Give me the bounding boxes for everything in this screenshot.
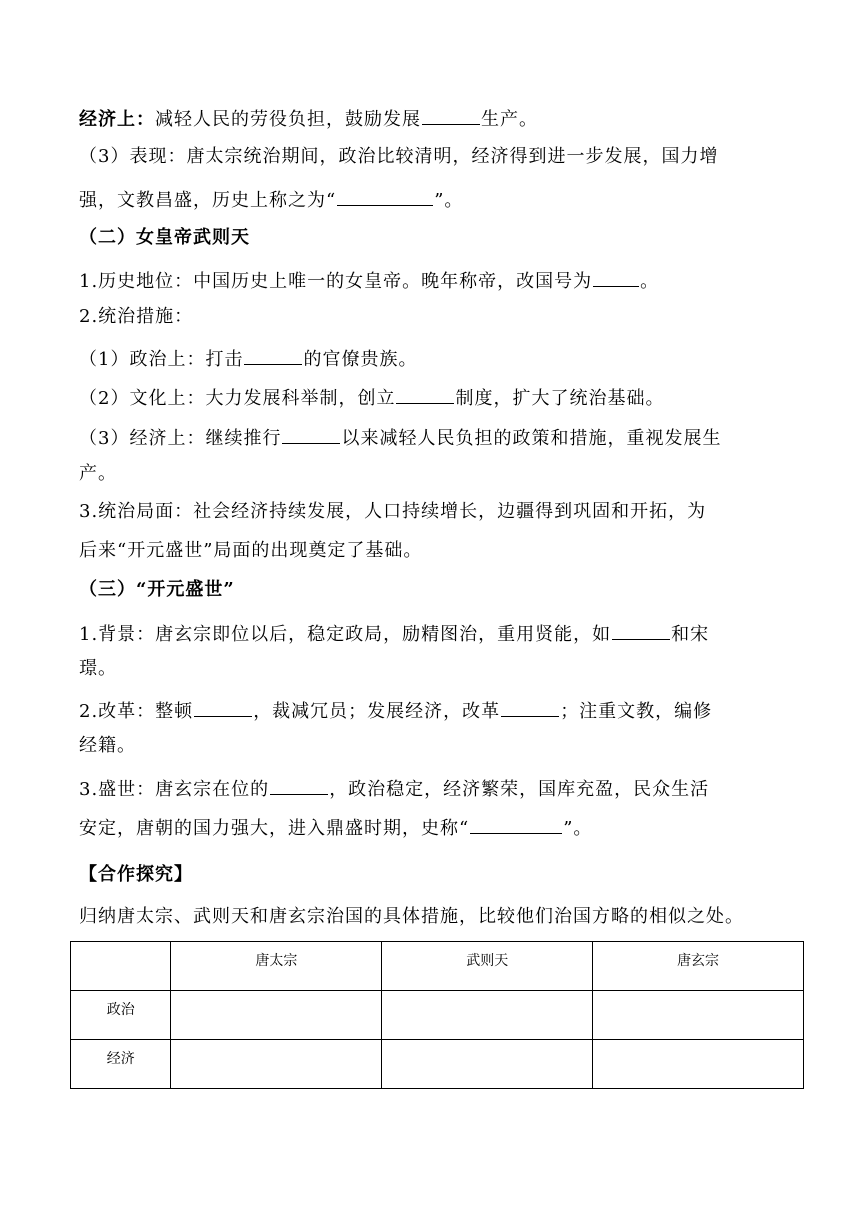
line-economy: （3）经济上：继续推行 以来减轻人民负担的政策和措施，重视发展生 bbox=[79, 423, 721, 451]
line-rule-situation-cont: 后来“开元盛世”局面的出现奠定了基础。 bbox=[79, 540, 423, 561]
line-politics: （1）政治上：打击 的官僚贵族。 bbox=[79, 344, 417, 372]
line-prosperity: 3.盛世：唐玄宗在位的 ，政治稳定，经济繁荣，国库充盈，民众生活 bbox=[79, 774, 709, 802]
line-performance: （3）表现：唐太宗统治期间，政治比较清明，经济得到进一步发展，国力增 bbox=[79, 146, 719, 167]
table-header-cell bbox=[71, 942, 171, 991]
fill-blank[interactable] bbox=[282, 423, 340, 444]
answer-cell[interactable] bbox=[382, 991, 593, 1040]
section-heading-wuzetian: （二）女皇帝武则天 bbox=[79, 227, 250, 248]
fill-blank[interactable] bbox=[593, 266, 639, 287]
table-header-row bbox=[71, 942, 804, 991]
table-row bbox=[71, 1040, 804, 1089]
line-economy-measure: 经济上：减轻人民的劳役负担，鼓励发展 生产。 bbox=[79, 104, 538, 132]
line-economy-cont: 产。 bbox=[79, 463, 117, 484]
line-performance-cont: 强，文教昌盛，历史上称之为“ ”。 bbox=[79, 185, 463, 213]
fill-blank[interactable] bbox=[270, 774, 328, 795]
answer-cell[interactable] bbox=[171, 991, 382, 1040]
comparison-table bbox=[70, 941, 804, 1089]
fill-blank[interactable] bbox=[612, 619, 670, 640]
answer-cell[interactable] bbox=[171, 1040, 382, 1089]
fill-blank[interactable] bbox=[470, 813, 562, 834]
line-rule-situation: 3.统治局面：社会经济持续发展，人口持续增长，边疆得到巩固和开拓，为 bbox=[79, 501, 707, 522]
fill-blank[interactable] bbox=[422, 104, 480, 125]
line-rule-measures: 2.统治措施： bbox=[79, 306, 194, 327]
line-background-cont: 璟。 bbox=[79, 658, 117, 679]
answer-cell[interactable] bbox=[593, 1040, 804, 1089]
row-label: 经济 bbox=[71, 1040, 171, 1089]
line-reform-cont: 经籍。 bbox=[79, 735, 136, 756]
row-label: 政治 bbox=[71, 991, 171, 1040]
fill-blank[interactable] bbox=[194, 696, 252, 717]
fill-blank[interactable] bbox=[396, 383, 454, 404]
table-header-cell: 武则天 bbox=[382, 942, 593, 991]
table-header-cell: 唐玄宗 bbox=[593, 942, 804, 991]
line-prosperity-cont: 安定，唐朝的国力强大，进入鼎盛时期，史称“ ”。 bbox=[79, 813, 592, 841]
fill-blank[interactable] bbox=[501, 696, 559, 717]
fill-blank[interactable] bbox=[337, 185, 433, 206]
table-header-cell: 唐太宗 bbox=[171, 942, 382, 991]
section-heading-cooperative: 【合作探究】 bbox=[79, 864, 193, 885]
fill-blank[interactable] bbox=[244, 344, 302, 365]
table-row bbox=[71, 991, 804, 1040]
line-culture: （2）文化上：大力发展科举制，创立 制度，扩大了统治基础。 bbox=[79, 383, 664, 411]
section-heading-kaiyuan: （三）“开元盛世” bbox=[79, 579, 235, 600]
line-historical-status: 1.历史地位：中国历史上唯一的女皇帝。晚年称帝，改国号为 。 bbox=[79, 266, 659, 294]
task-instruction: 归纳唐太宗、武则天和唐玄宗治国的具体措施，比较他们治国方略的相似之处。 bbox=[79, 906, 744, 927]
line-reform: 2.改革：整顿 ，裁减冗员；发展经济，改革 ；注重文教，编修 bbox=[79, 696, 712, 724]
answer-cell[interactable] bbox=[593, 991, 804, 1040]
line-background: 1.背景：唐玄宗即位以后，稳定政局，励精图治，重用贤能，如 和宋 bbox=[79, 619, 709, 647]
answer-cell[interactable] bbox=[382, 1040, 593, 1089]
